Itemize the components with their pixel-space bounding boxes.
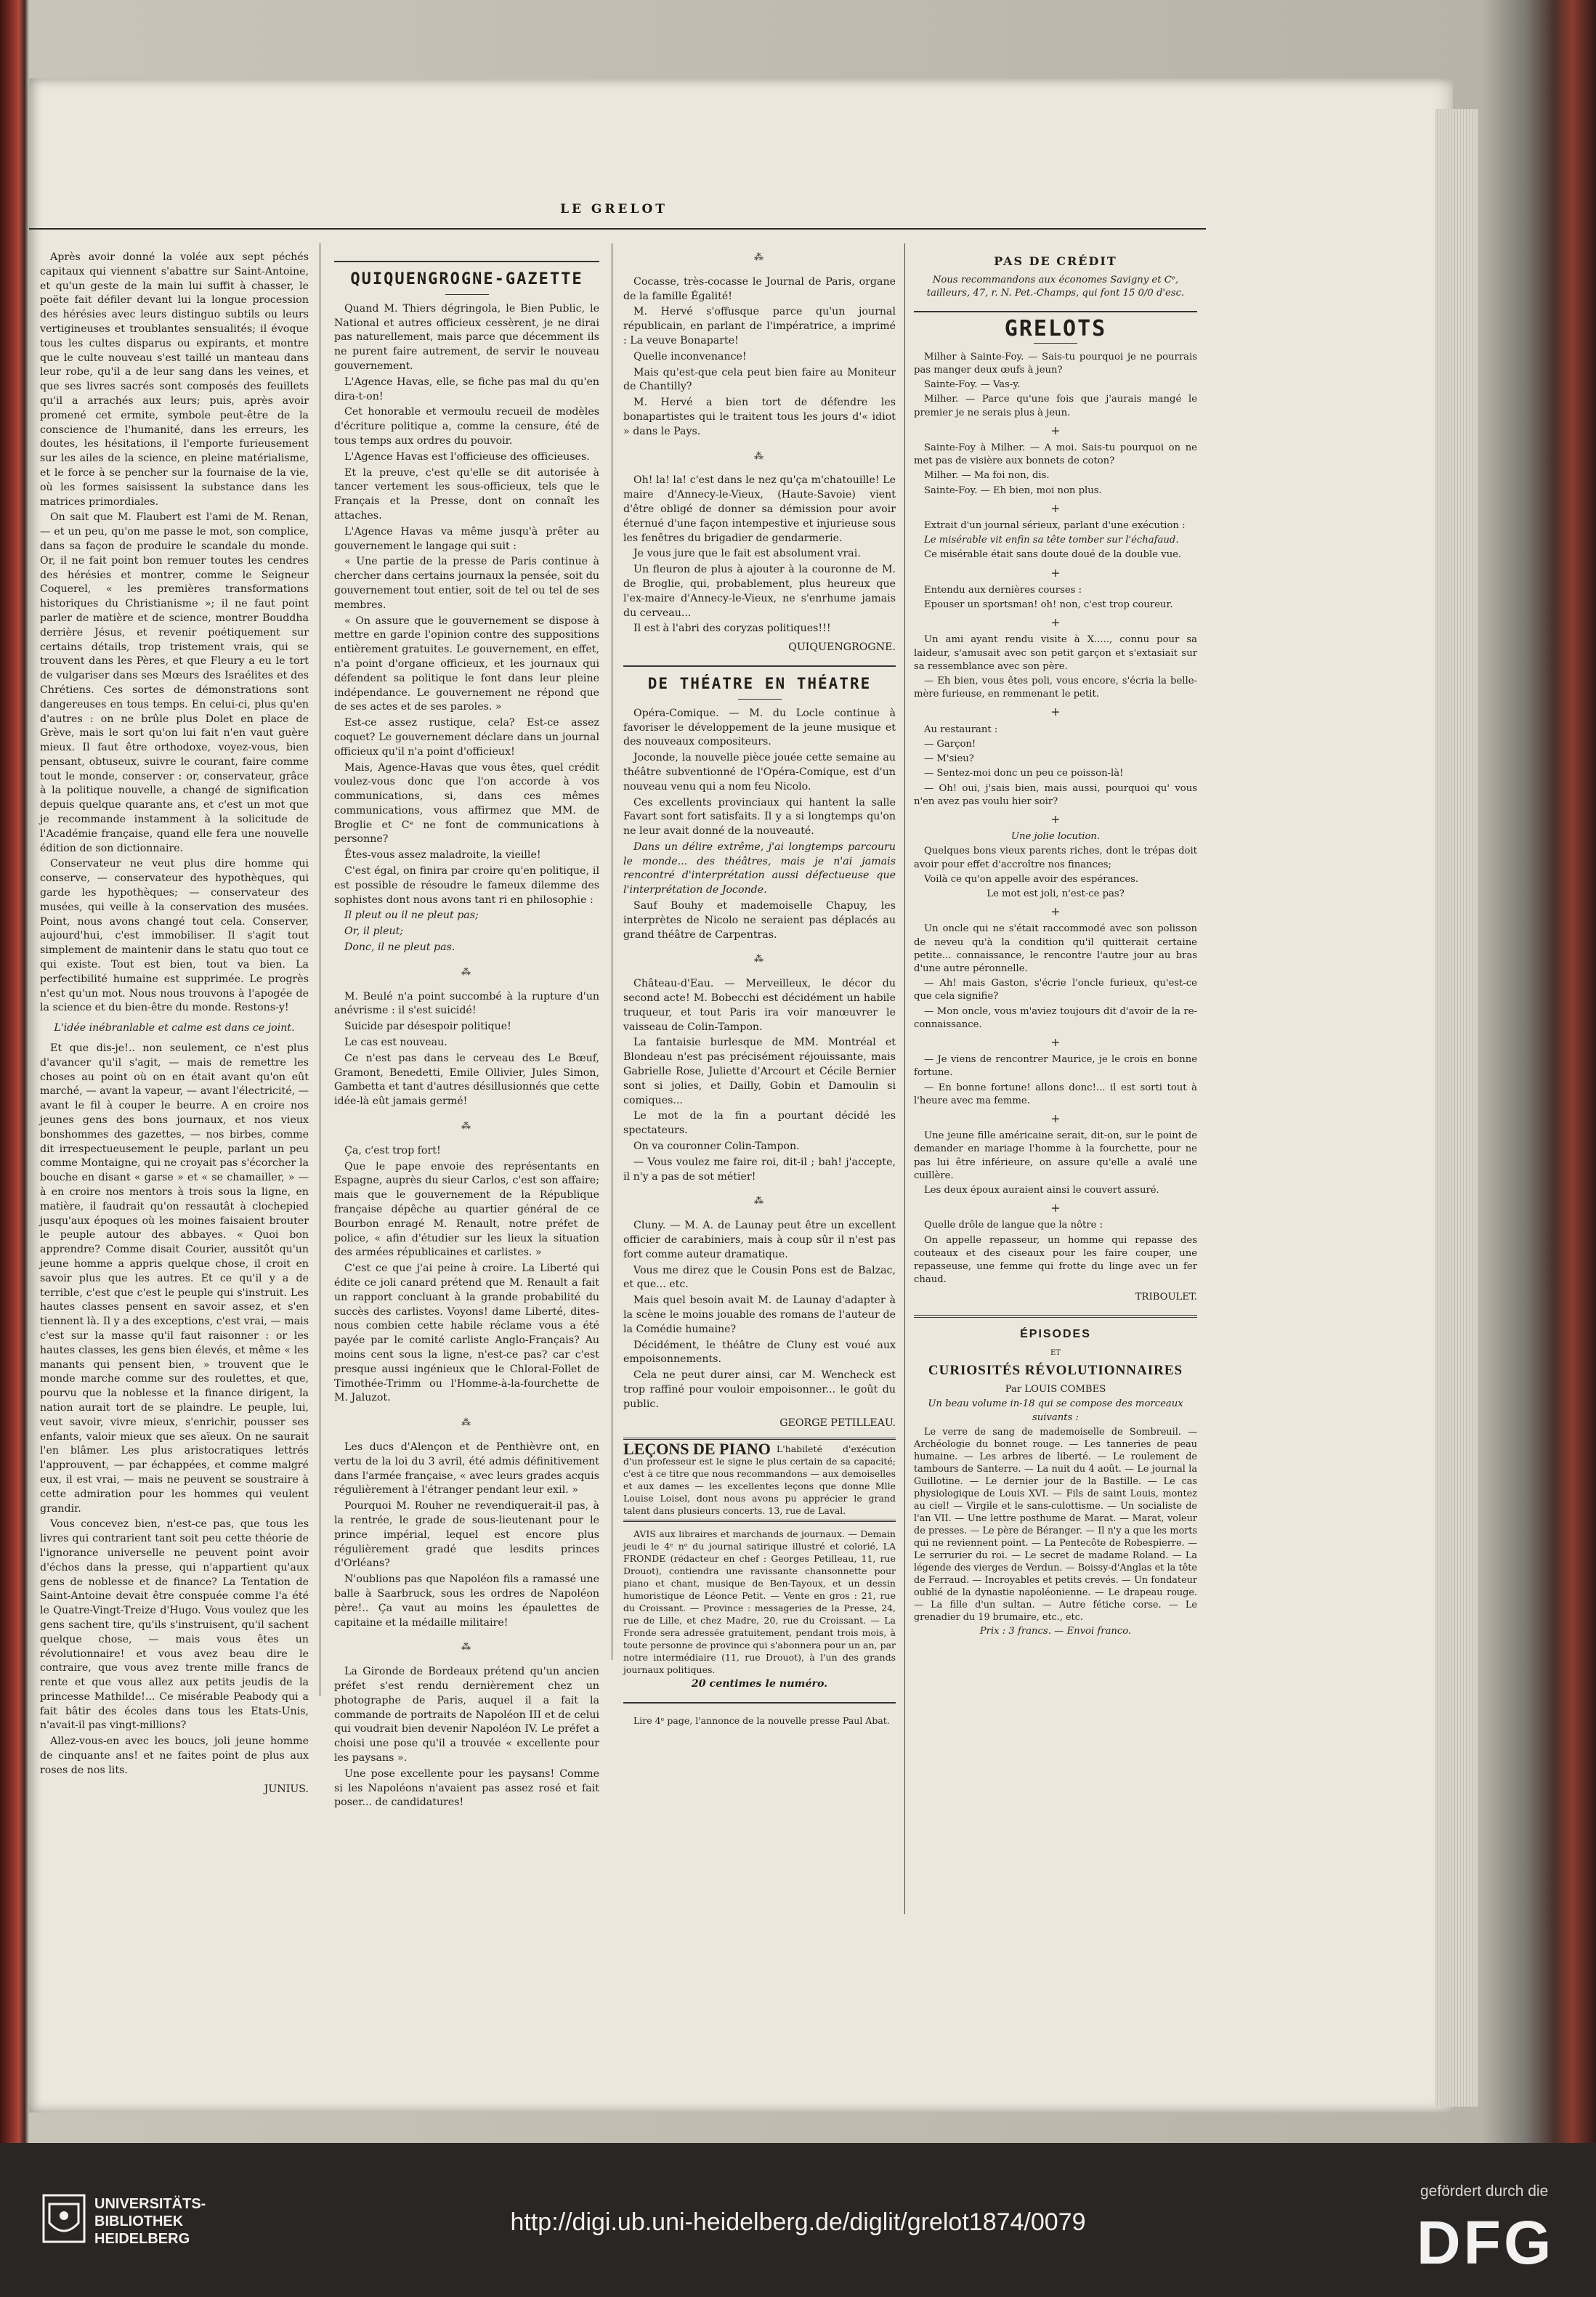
signature: QUIQUENGROGNE.	[788, 641, 896, 654]
paragraph: On sait que M. Flaubert est l'ami de M. Renan, — et un peu, qu'on me passe le mot, son complice, dans sa façon de produire le scandale du monde. Or, il ne fait point bon remuer toutes les cendres des hérésies et montrer, comme le Seigneur Coquerel, « les premières transformations historiques du Christianisme »; il ne faut point parler de matière et de science, montrer Bouddha derrière Jésus, et revenir poétiquement sur certains détails, trop tristement vrais, qui se trouvent dans les Pères, et que Fleury a eu le tort de vulgariser dans ses Mœurs des Israélites et des Chrétiens. Ces sortes de démonstrations sont dangereuses en tous temps. En celui-ci, plus qu'en d'autres : on ne brûle plus Dolet en place de Grève, mais le sort qu'on lui fait n'en vaut guère mieux. Il faut être orthodoxe, voyez-vous, bien pensant, obtuseux, suivre le courant, faire comme tout le monde, conserver : or, conservateur, grâce à la politique nouvelle, a changé de signification depuis quelque quarante ans, et c'est un mot que je recommande instamment à la solicitude de l'Académie française, quand elle fera une nouvelle édition de son dictionnaire.	[40, 511, 309, 854]
paragraph: Sainte-Foy. — Vas-y.	[924, 379, 1021, 391]
paragraph: N'oublions pas que Napoléon fils a ramassé une balle à Saarbruck, sous les ordres de Napoléon père!.. Ça vaut au moins les épaulettes de capitaine et la médaille militaire!	[334, 1573, 599, 1629]
paragraph: Décidément, le théâtre de Cluny est voué aux empoisonnements.	[623, 1339, 896, 1366]
signature: GEORGE PETILLEAU.	[779, 1417, 896, 1429]
separator-plus: +	[1050, 1201, 1061, 1215]
price-line: 20 centimes le numéro.	[691, 1678, 828, 1690]
asterism: ⁂	[461, 966, 472, 978]
quote-line: L'idée inébranlable et calme est dans ce joint.	[54, 1022, 295, 1034]
advert-title: CURIOSITÉS RÉVOLUTIONNAIRES	[928, 1363, 1183, 1379]
signature: JUNIUS.	[264, 1783, 309, 1795]
paragraph: — Oh! oui, j'sais bien, mais aussi, pourquoi qu' vous n'en avez pas voulu hier soir?	[914, 782, 1197, 807]
paragraph: — Ah! mais Gaston, s'écrie l'oncle furieux, qu'est-ce que cela signifie?	[914, 978, 1197, 1002]
paragraph: Allez-vous-en avec les boucs, joli jeune homme de cinquante ans! et ne faites point de plus aux roses de nos lits.	[40, 1735, 309, 1776]
paragraph: Cocasse, très-cocasse le Journal de Paris, organe de la famille Égalité!	[623, 275, 896, 302]
paragraph: Êtes-vous assez maladroite, la vieille!	[344, 849, 541, 862]
asterism: ⁂	[754, 450, 765, 462]
separator-plus: +	[1050, 1034, 1061, 1049]
section-rule	[623, 1702, 896, 1703]
paragraph: Et la preuve, c'est qu'elle se dit autorisée à tancer vertement les sous-officieux, tels que le Français et la Presse, dont on connaît les attaches.	[334, 466, 599, 522]
paragraph: Le mot de la fin a pourtant décidé les spectateurs.	[623, 1110, 896, 1137]
column-2	[334, 251, 599, 1809]
paragraph: Milher. — Parce qu'une fois que j'aurais mangé le premier je ne serais plus à jeun.	[914, 394, 1197, 418]
paragraph: Vous me direz que le Cousin Pons est de Balzac, et que... etc.	[623, 1264, 896, 1291]
section-header: QUIQUENGROGNE-GAZETTE	[350, 270, 583, 288]
paragraph: Pourquoi M. Rouher ne revendiquerait-il pas, à la rentrée, le grade de sous-lieutenant pour le prince impérial, lequel est encore plus régulièrement gradé que lesdits princes d'Orléans?	[334, 1500, 599, 1570]
paragraph: Les ducs d'Alençon et de Penthièvre ont, en vertu de la loi du 3 avril, été admis définitivement dans l'armée française, « avec leurs grades acquis régulièrement à l'étranger pendant leur exil. »	[334, 1441, 599, 1496]
paragraph: Au restaurant :	[924, 724, 998, 735]
paragraph: Cluny. — M. A. de Launay peut être un excellent officier de carabiniers, mais à coup sûr il n'est pas fort comme auteur dramatique.	[623, 1220, 896, 1260]
paragraph: Quelle inconvenance!	[633, 350, 747, 362]
paragraph: Après avoir donné la volée aux sept péchés capitaux qui viennent s'abattre sur Saint-Antoine, et qu'un geste de la main lui suffit à chasser, le poëte fait défiler devant lui la longue procession des hérésies avec leurs distinguo subtils ou leurs vertigineuses et troublantes sensualités; il évoque tous les cultes disparus ou expirants, et montre que le culte nouveau s'est taillé un manteau dans leur robe, qu'il a de leur sang dans les veines, et que ses livres sacrés sont composés des feuillets qu'il a arrachés aux leurs; puis, après avoir promené cet ermite, symbole peut-être de la conscience de l'humanité, dans les erreurs, les doutes, les hésitations, il l'emporte furieusement sur les ailes de la science, en pleine matérialisme, et le force à se pencher sur la fournaise de la vie, où les formes saisissent la substance dans les matrices primordiales.	[40, 251, 309, 508]
paragraph: Mais qu'est-que cela peut bien faire au Moniteur de Chantilly?	[623, 366, 896, 393]
paragraph: Un fleuron de plus à ajouter à la couronne de M. de Broglie, qui, probablement, plus heureux que l'ex-maire d'Annecy-le-Vieux, ne s'enrhume jamais du cerveau...	[623, 564, 896, 619]
asterism: ⁂	[754, 1196, 765, 1207]
separator-plus: +	[1050, 423, 1061, 437]
advert-title: ÉPISODES	[1020, 1327, 1091, 1340]
credit-text: Nous recommandons aux économes Savigny et Cᵉ, tailleurs, 47, r. N. Pet.-Champs, qui font 15 0/0 d'esc.	[926, 275, 1185, 299]
dfg-logo: DFG	[1417, 2208, 1555, 2277]
advert-text: L'habileté d'exécution d'un professeur est le signe le plus certain de sa capacité; c'est à ce titre que nous recommandons — aux demoiselles et aux dames — les excellentes leçons que donne Mlle Louise Loisel, dont nous avons pu apprécier le grand talent dans plusieurs concerts. 13, rue de Laval.	[623, 1443, 896, 1517]
paragraph: — Eh bien, vous êtes poli, vous encore, s'écria la belle-mère furieuse, en remmenant le petit.	[914, 676, 1197, 700]
paragraph: Ce misérable était sans doute doué de la double vue.	[924, 549, 1182, 561]
asterism: ⁂	[754, 954, 765, 965]
separator-plus: +	[1050, 705, 1061, 719]
paragraph: Sainte-Foy. — Eh bien, moi non plus.	[924, 485, 1102, 496]
paragraph: L'Agence Havas, elle, se fiche pas mal du qu'en dira-t-on!	[334, 376, 599, 402]
column-divider	[904, 243, 905, 1914]
paragraph: Une jeune fille américaine serait, dit-on, sur le point de demander en mariage l'homme à la fourchette, pour ne pas lui être inférieure, on assure qu'elle a avalé une cuillère.	[914, 1130, 1197, 1181]
paragraph: La Gironde de Bordeaux prétend qu'un ancien préfet s'est rendu dernièrement chez un photographe de Paris, auquel il a fait la commande de portraits de Napoléon III et de celui qui voudrait bien devenir Napoléon IV. Le préfet a choisi une pose qu'il a trouvée « excellente pour les paysans ».	[334, 1666, 599, 1764]
section-header: GRELOTS	[1004, 315, 1107, 341]
paragraph: Mais quel besoin avait M. de Launay d'adapter à la scène le moins jouable des romans de l'auteur de la Comédie humaine?	[623, 1295, 896, 1335]
paragraph: Cet honorable et vermoulu recueil de modèles d'écriture politique a, comme la censure, été de tous temps aux ordres du pouvoir.	[334, 406, 599, 447]
paragraph: — En bonne fortune! allons donc!... il est sorti tout à l'heure avec ma femme.	[914, 1082, 1197, 1106]
paragraph: Château-d'Eau. — Merveilleux, le décor du second acte! M. Bobecchi est décidément un habile truqueur, et tout Paris ira voir manœuvrer le vaisseau de Colin-Tampon.	[623, 978, 896, 1033]
advert-title: LEÇONS DE PIANO	[623, 1440, 771, 1459]
advert-text: Le verre de sang de mademoiselle de Sombreuil. — Archéologie du bonnet rouge. — Les tanneries de peau humaine. — Les arbres de liberté. — Le roulement de tambours de Santerre. — La nuit du 4 août. — Le journal la Guillotine. — Le dernier jour de la Bastille. — Le cas physiologique de Louis XVI. — Fils de saint Louis, montez au ciel! — Virgile et le sans-culottisme. — Un socialiste de l'an VII. — Une lettre posthume de Marat. — Marat, voleur de presses. — Le père de Béranger. — Il n'y a que les morts qui ne reviennent point. — La Pentecôte de Robespierre. — Le serrurier du roi. — Le secret de madame Roland. — La légende des vierges de Verdun. — Boissy-d'Anglas et la tête de Ferraud. — Incroyables et petits crevés. — Un fondateur oublié de la dynastie napoléonienne. — Le drapeau rouge. — La fille d'un sultan. — Autre fétiche corse. — Le grenadier du 19 brumaire, etc., etc.	[914, 1426, 1197, 1623]
paragraph: Quand M. Thiers dégringola, le Bien Public, le National et autres officieux cessèrent, je ne dirai pas naturellement, mais parce que décemment ils ne purent faire autrement, de servir le nouveau gouvernement.	[334, 302, 599, 372]
paragraph: Opéra-Comique. — M. du Locle continue à favoriser le développement de la jeune musique et des nouveaux compositeurs.	[623, 707, 896, 748]
section-rule	[1034, 343, 1077, 344]
paragraph: Le cas est nouveau.	[344, 1037, 447, 1049]
separator-plus: +	[1050, 811, 1061, 826]
credit-header: PAS DE CRÉDIT	[994, 254, 1117, 268]
masthead-rule	[29, 228, 1206, 230]
masthead: LE GRELOT	[560, 202, 668, 216]
paragraph: C'est égal, on finira par croire qu'en politique, il est possible de résoudre le fameux dilemme des sophistes dont nous avons tant ri en philosophie :	[334, 865, 599, 906]
advert-subtitle: Un beau volume in-18 qui se compose des morceaux suivants :	[928, 1398, 1183, 1423]
paragraph: M. Hervé a bien tort de défendre les bonapartistes qui le traitent tous les jours d'« idiot » dans le Pays.	[623, 397, 896, 437]
paragraph: M. Beulé n'a point succombé à la rupture d'un anévrisme : il s'est suicidé!	[334, 990, 599, 1017]
paragraph: Les deux époux auraient ainsi le couvert assuré.	[924, 1184, 1159, 1196]
paragraph: Suicide par désespoir politique!	[344, 1021, 511, 1033]
book-page-edges	[1435, 109, 1478, 2107]
column-3	[623, 251, 896, 1921]
paragraph: Quelle drôle de langue que la nôtre :	[924, 1220, 1103, 1231]
separator-plus: +	[1050, 904, 1061, 919]
signature: TRIBOULET.	[1135, 1292, 1197, 1303]
notice: AVIS aux libraires et marchands de journaux. — Demain jeudi le 4ᵉ nᵒ du journal satirique illustré et colorié, LA FRONDE (rédacteur en chef : Georges Petilleau, 11, rue Drouot), contiendra une ravissante chansonnette pour piano et chant, musique de Ben-Tayoux, et un dessin humoristique de Léonce Petit. — Vente en gros : 21, rue du Croissant. — Province : messageries de la Presse, 24, rue de Lille, et chez Madre, 20, rue du Croissant. — La Fronde sera adressée gratuitement, pendant trois mois, à toute personne de province qui s'abonnera pour un an, par notre intermédiaire (11, rue Drouot), à l'un des grands journaux politiques.	[623, 1528, 896, 1676]
paragraph: Sainte-Foy à Milher. — A moi. Sais-tu pourquoi on ne met pas de visière aux bonnets de coton?	[914, 442, 1197, 467]
paragraph: Que le pape envoie des représentants en Espagne, auprès du sieur Carlos, c'est son affaire; mais que le gouvernement de la République française dépêche au quartier général de ce Bourbon enragé M. Renault, notre préfet de police, « afin d'étudier sur les lieux la situation des armées républicaines et carlistes. »	[334, 1160, 599, 1259]
paragraph: — Vous voulez me faire roi, dit-il ; bah! j'accepte, il n'y a pas de sot métier!	[623, 1156, 896, 1183]
funding-label: gefördert durch die	[1420, 2183, 1549, 2200]
paragraph: « Une partie de la presse de Paris continue à chercher dans certains journaux la pensée, soit du gouvernement tout entier, soit de tel ou tel de ses membres.	[334, 556, 599, 611]
paragraph: Conservateur ne veut plus dire homme qui conserve, — conservateur des hypothèques, qui garde les hypothèques; — conservateur des musées, qui veille à la conservation des musées. Point, nous avons changé tout cela. Conserver, aujourd'hui, c'est immobiliser. Il s'agit tout simplement de maintenir dans le statu quo tout ce qui existe. Tout est bien, tout va bien. La perfectibilité humaine est supprimée. Le progrès n'est qu'un mot. Nous nous trouvons à l'apogée de la science et du bien-être du monde. Restons-y!	[40, 858, 309, 1014]
paragraph: Milher à Sainte-Foy. — Sais-tu pourquoi je ne pourrais pas manger deux œufs à jeun?	[914, 351, 1197, 376]
paragraph: Entendu aux dernières courses :	[924, 584, 1082, 596]
paragraph: Ça, c'est trop fort!	[344, 1144, 441, 1156]
paragraph: Dans un délire extrême, j'ai longtemps parcouru le monde... des théâtres, mais je n'ai jamais rencontré d'interprétation aussi défectueuse que l'interprétation de Joconde.	[623, 840, 896, 896]
separator-plus: +	[1050, 1111, 1061, 1125]
paragraph: Une jolie locution.	[1010, 831, 1101, 843]
paragraph: Il est à l'abri des coryzas politiques!!!	[633, 623, 831, 635]
paragraph: Vous concevez bien, n'est-ce pas, que tous les livres qui contrarient tant soit peu cette théorie de l'ignorance universelle ne peuvent point avoir d'échos dans la presse, qui n'appartient qu'aux gens de noblesse et de finance? La Tentation de Saint-Antoine devait être conspuée comme l'a été le Quatre-Vingt-Treize d'Hugo. Vous voulez que les gens sachent tire, qu'ils s'instruisent, qu'il sachent quelque chose, — mais vous êtes un révolutionnaire! et vous avez beau dire le contraire, que vous avez trente mille francs de rente et que vous allez aux petits jeudis de la princesse Mathilde!... Ce misérable Peabody qui a fait bâtir des écoles dans tous les Etats-Unis, n'avait-il pas vingt-millions?	[40, 1518, 309, 1732]
section-rule	[334, 261, 599, 262]
paragraph: Le misérable vit enfin sa tête tomber sur l'échafaud.	[924, 535, 1179, 546]
paragraph: Une pose excellente pour les paysans! Comme si les Napoléons n'avaient pas assez rosé et fait poser... de candidatures!	[334, 1767, 599, 1809]
verse-line: Or, il pleut;	[344, 925, 404, 938]
section-rule	[914, 311, 1197, 312]
column-4	[914, 251, 1197, 1892]
asterism: ⁂	[461, 1642, 472, 1653]
separator-plus: +	[1050, 615, 1061, 630]
paragraph: Ce n'est pas dans le cerveau des Le Bœuf, Gramont, Benedetti, Emile Ollivier, Jules Simon, Gambetta et tant d'autres désillusionnés que cette idée-là eût jamais germé!	[334, 1052, 599, 1108]
paragraph: Voilà ce qu'on appelle avoir des espérances.	[924, 873, 1139, 885]
separator-plus: +	[1050, 501, 1061, 515]
piano-advert	[623, 1438, 896, 1522]
section-rule	[914, 1315, 1197, 1318]
logo-line: BIBLIOTHEK	[94, 2213, 184, 2229]
paragraph: Quelques bons vieux parents riches, dont le trépas doit avoir pour effet d'accroître nos finances;	[914, 846, 1197, 870]
paragraph: M. Hervé s'offusque parce qu'un journal républicain, en parlant de l'impératrice, a imprimé : La veuve Bonaparte!	[623, 306, 896, 347]
paragraph: Sauf Bouhy et mademoiselle Chapuy, les interprètes de Nicolo ne seraient pas déplacés au grand théâtre de Carpentras.	[623, 900, 896, 941]
paragraph: Le mot est joli, n'est-ce pas?	[987, 888, 1125, 899]
paragraph: Un ami ayant rendu visite à X....., connu pour sa laideur, s'amusait avec son petit garçon et s'extasiait sur sa ressemblance avec son père.	[914, 634, 1197, 672]
paragraph: On appelle repasseur, un homme qui repasse des couteaux et des ciseaux pour les faire couper, une repasseuse, une femme qui frotte du linge avec un fer chaud.	[914, 1234, 1197, 1286]
paragraph: L'Agence Havas est l'officieuse des officieuses.	[344, 450, 590, 463]
logo-line: UNIVERSITÄTS-	[94, 2196, 206, 2212]
paragraph: Ces excellents provinciaux qui hantent la salle Favart sont fort satisfaits. Il y a si longtemps qu'on ne leur avait donné de la nouveauté.	[623, 796, 896, 838]
advert-conjunction: ET	[1050, 1348, 1061, 1357]
asterism: ⁂	[754, 252, 765, 263]
logo-line: HEIDELBERG	[94, 2231, 190, 2247]
paragraph: Je vous jure que le fait est absolument vrai.	[633, 548, 861, 560]
paragraph: Joconde, la nouvelle pièce jouée cette semaine au théâtre subventionné de l'Opéra-Comique, est d'un nouveau venu qui a nom feu Nicolo.	[623, 752, 896, 793]
paragraph: C'est ce que j'ai peine à croire. La Liberté qui édite ce joli canard prétend que M. Renault a fait un rapport concluant à la grande probabilité du succès des carlistes. Voyons! dame Liberté, dites-nous combien cette habile réclame vous a été payée par le comité carliste Anglo-Français? Au moins cent sous la ligne, n'est-ce pas? car c'est presque aussi ingénieux que le Chloral-Follet de Timothée-Trimm ou l'Homme-à-la-fourchette de M. Jaluzot.	[334, 1263, 599, 1404]
advert-author: Par LOUIS COMBES	[1005, 1384, 1106, 1395]
paragraph: Est-ce assez rustique, cela? Est-ce assez coquet? Le gouvernement déclare dans un journal officieux qu'il n'a point d'officieux!	[334, 717, 599, 758]
paragraph: Mais, Agence-Havas que vous êtes, quel crédit voulez-vous donc que l'on accorde à vos communications, si, dans ces mêmes communications, vous affirmez que MM. de Broglie et Cᵉ ne font de communications à personne?	[334, 761, 599, 846]
verse-line: Donc, il ne pleut pas.	[344, 941, 455, 954]
paragraph: Lire 4ᵉ page, l'annonce de la nouvelle presse Paul Abat.	[633, 1715, 890, 1727]
section-rule	[738, 699, 782, 700]
asterism: ⁂	[461, 1417, 472, 1429]
paragraph: Epouser un sportsman! oh! non, c'est trop coureur.	[924, 599, 1173, 611]
paragraph: On va couronner Colin-Tampon.	[633, 1141, 800, 1153]
paragraph: Oh! la! la! c'est dans le nez qu'ça m'chatouille! Le maire d'Annecy-le-Vieux, (Haute-Savoie) vient d'être obligé de donner sa démission pour avoir éternué d'une façon intempestive et injurieuse sous les fenêtres du brigadier de gendarmerie.	[623, 474, 896, 544]
paragraph: Extrait d'un journal sérieux, parlant d'une exécution :	[924, 520, 1186, 532]
paragraph: L'Agence Havas va même jusqu'à prêter au gouvernement le langage qui suit :	[334, 525, 599, 552]
paragraph: Et que dis-je!.. non seulement, ce n'est plus d'avancer qu'il s'agit, — mais de remettre les choses au point où on en était avant qu'on eût marché, — avant la vapeur, — avant l'électricité, — avant le fil à couper le beurre. A en croire nos jeunes gens des bons journaux, et nos vieux bonshommes des gazettes, — nos birbes, comme dit irrespectueusement le peuple, parlant un peu comme Montaigne, qui ne croyait pas s'écorcher la bouche en disant « garse » et « se chamailler, » — à en croire nos mentors à trois sous la ligne, en matière, il faudrait qu'on ressautât à clochepied jusqu'aux époques où les moines faisaient brouter le peuple autour des abbayes. « Quoi bon apprendre? Comme disait Courier, aussitôt qu'un jeune homme a appris quelque chose, il croit en savoir plus que les autres. Et ce qu'il y a de terrible, c'est que c'est le peuple qui s'instruit. Les hautes classes pensent en savoir assez, et s'en tiennent là. Il y a des exceptions, c'est vrai, — mais c'est sur la masse qu'il faut raisonner : or les hautes classes, les gens bien élevés, et même « les manants qui pensent bien, » trouvent que le monde marche comme sur des roulettes, et que, pourvu que la noblesse et la finance dirigent, la nation aurait tort de se plaindre. Le peuple, lui, veut savoir, vivre mieux, s'enrichir, pousser ses enfants, valoir mieux que ses aïeux. On ne saurait l'en blâmer. Les plus aristocratiques lettrés l'approuvent, — par échappées, et comme malgré eux, il est vrai, — mais ne peuvent se soustraire à cette admiration pour les hommes qui veulent grandir.	[40, 1042, 309, 1515]
column-1	[40, 251, 309, 1795]
paragraph: Milher. — Ma foi non, dis.	[924, 470, 1050, 482]
separator-plus: +	[1050, 565, 1061, 580]
paragraph: Cela ne peut durer ainsi, car M. Wencheck est trop raffiné pour vouloir empoisonner... le goût du public.	[623, 1369, 896, 1410]
paragraph: — Garçon!	[924, 738, 976, 750]
paragraph: Un oncle qui ne s'était raccommodé avec son polisson de neveu qu'à la condition qu'il quitterait certaine petite... connaissance, le rencontre l'autre jour au bras d'une autre péronnelle.	[914, 923, 1197, 974]
paragraph: — Mon oncle, vous m'aviez toujours dit d'avoir de la re-connaissance.	[914, 1005, 1197, 1030]
paragraph: — M'sieu?	[924, 753, 974, 765]
paragraph: — Je viens de rencontrer Maurice, je le crois en bonne fortune.	[914, 1054, 1197, 1079]
paragraph: La fantaisie burlesque de MM. Montréal et Blondeau n'est pas précisément réjouissante, mais Gabrielle Rose, Juliette d'Arcourt et Cécile Bernier sont si jolies, et Dailly, Gobin et Damoulin si comiques...	[623, 1037, 896, 1106]
advert-price: Prix : 3 francs. — Envoi franco.	[979, 1625, 1132, 1637]
verse-line: Il pleut ou il ne pleut pas;	[344, 910, 479, 922]
asterism: ⁂	[461, 1121, 472, 1133]
section-rule	[623, 665, 896, 667]
source-url[interactable]: http://digi.ub.uni-heidelberg.de/diglit/grelot1874/0079	[510, 2208, 1086, 2236]
section-header: DE THÉATRE EN THÉATRE	[647, 674, 872, 692]
paragraph: « On assure que le gouvernement se dispose à mettre en garde l'opinion contre des suppositions entièrement gratuites. Le gouvernement, en effet, n'a point d'organe officieux, et les journaux qui défendent sa politique le font dans leur pleine indépendance. Le gouvernement ne répond que de ses actes et de ses paroles. »	[334, 615, 599, 713]
paragraph: — Sentez-moi donc un peu ce poisson-là!	[924, 768, 1124, 779]
section-rule	[445, 294, 489, 295]
